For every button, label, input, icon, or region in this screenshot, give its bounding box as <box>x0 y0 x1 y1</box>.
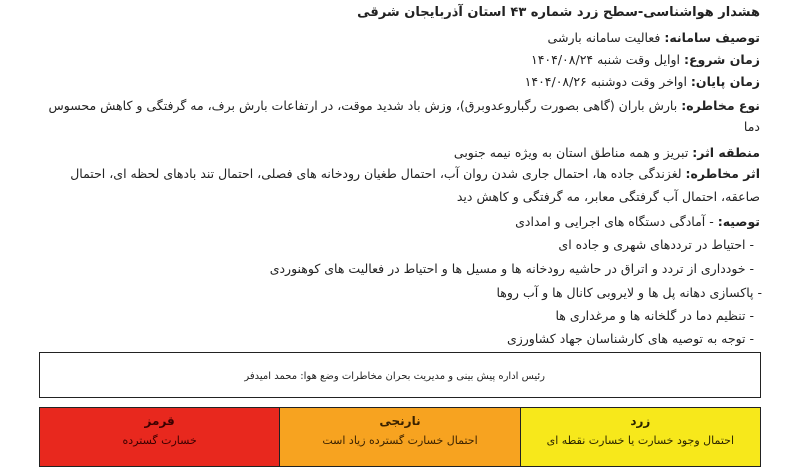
region-label: منطقه اثر: <box>692 145 760 160</box>
warning-levels-table <box>39 407 761 467</box>
level-orange-name: نارنجی <box>379 414 421 428</box>
start-row <box>531 51 760 69</box>
system-row <box>548 29 760 47</box>
advice-item: - خودداری از تردد و اتراق در حاشیه رودخانه ها و مسیل ها و احتیاط در فعالیت های کوهنوردی <box>269 261 754 276</box>
effect-row <box>70 165 760 183</box>
system-value: فعالیت سامانه بارشی <box>547 30 661 45</box>
level-red-name: قرمز <box>144 414 175 428</box>
advice-label: توصیه: <box>717 214 760 229</box>
advice-item: - احتیاط در ترددهای شهری و جاده ای <box>558 237 754 252</box>
effect-label: اثر مخاطره: <box>685 166 760 181</box>
hazard-row-continued <box>744 118 760 136</box>
effect-row-continued <box>457 188 760 206</box>
signature-text: رئیس اداره پیش بینی و مدیریت بحران مخاطرات وضع هوا: محمد امیدفر <box>244 371 545 382</box>
level-yellow <box>520 408 760 466</box>
start-value: اوایل وقت شنبه ۱۴۰۴/۰۸/۲۴ <box>530 52 680 67</box>
advice-first-item: - آمادگی دستگاه های اجرایی و امدادی <box>515 214 714 229</box>
advice-item: - پاکسازی دهانه پل ها و لایروبی کانال ها و آب روها <box>496 285 762 300</box>
system-label: توصیف سامانه: <box>664 30 760 45</box>
end-value: اواخر وقت دوشنبه ۱۴۰۴/۰۸/۲۶ <box>524 74 687 89</box>
hazard-value: بارش باران (گاهی بصورت رگبار‌وعدوبرق)، وزش باد شدید موقت، در ارتفاعات بارش برف، مه گرفتگی و کاهش محسوس <box>48 98 678 113</box>
hazard-row <box>49 97 760 115</box>
start-label: زمان شروع: <box>683 52 760 67</box>
advice-item: - تنظیم دما در گلخانه ها و مرغداری ها <box>555 308 754 323</box>
end-row <box>525 73 760 91</box>
level-yellow-name: زرد <box>630 414 651 428</box>
hazard-value-continued: دما <box>743 119 760 134</box>
level-red <box>40 408 279 466</box>
region-row <box>454 144 760 162</box>
advice-row <box>515 213 760 231</box>
level-yellow-desc: احتمال وجود خسارت یا خسارت نقطه ای <box>546 434 735 447</box>
level-orange <box>279 408 519 466</box>
signature-box <box>39 352 761 398</box>
warning-title: هشدار هواشناسی-سطح زرد شماره ۴۳ استان آذربایجان شرقی <box>357 5 760 20</box>
hazard-label: نوع مخاطره: <box>681 98 760 113</box>
effect-value-continued: صاعقه، احتمال آب گرفتگی معابر، مه گرفتگی و کاهش دید <box>456 189 760 204</box>
end-label: زمان پایان: <box>690 74 760 89</box>
level-orange-desc: احتمال خسارت گسترده زیاد است <box>322 434 478 447</box>
region-value: تبریز و همه مناطق استان به ویژه نیمه جنوبی <box>453 145 689 160</box>
effect-value: لغزندگی جاده ها، احتمال جاری شدن روان آب، احتمال طغیان رودخانه های فصلی، احتمال تند بادهای لحظه ای، احتمال <box>70 166 682 181</box>
level-red-desc: خسارت گسترده <box>122 434 197 447</box>
advice-item: - توجه به توصیه های کارشناسان جهاد کشاورزی <box>506 331 754 346</box>
